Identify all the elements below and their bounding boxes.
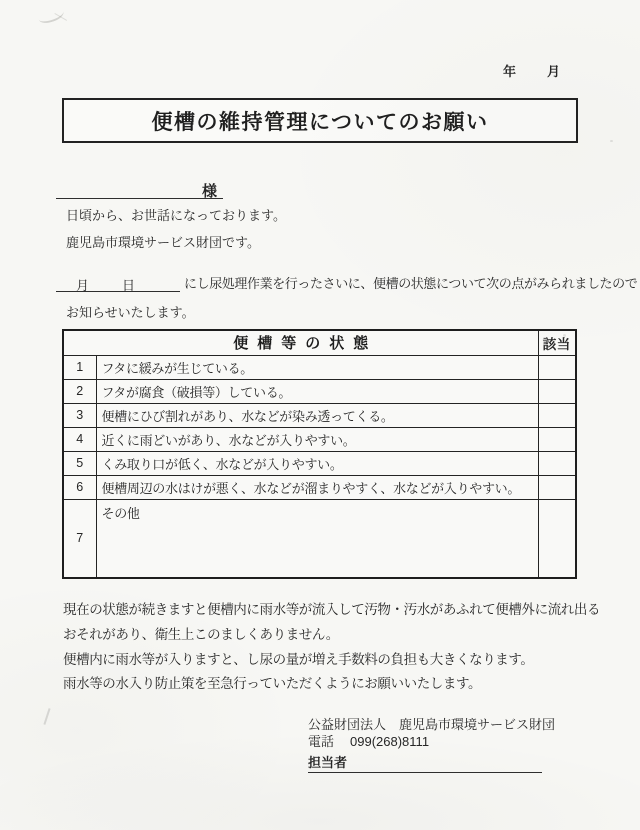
row-number: 5 [63,451,96,475]
table-row [63,403,576,427]
recipient-blank-line [56,180,223,199]
year-label: 年 [503,64,518,79]
contact-person-blank-line [308,752,542,773]
applicable-checkbox-cell [538,379,576,403]
date-blank-line [503,61,561,80]
table-row [63,379,576,403]
tank-condition-table [62,329,577,579]
footer-block [308,716,555,750]
table-header-row [63,330,576,355]
condition-text: フタが腐食（破損等）している。 [96,379,538,403]
notice-line: 雨水等の水入り防止策を至急行っていただくようにお願いいたします。 [63,676,482,692]
notice-line: おそれがあり、衛生上このましくありません。 [63,626,339,642]
table-row [63,499,576,578]
table-row [63,475,576,499]
day-label: 日 [122,278,136,293]
scan-speck [610,140,613,142]
table-row [63,451,576,475]
table-row [63,427,576,451]
condition-text: 便槽周辺の水はけが悪く、水などが溜まりやすく、水などが入りやすい。 [96,475,538,499]
intro-text: にし尿処理作業を行ったさいに、便槽の状態について次の点がみられましたので [184,276,638,291]
scan-artifact-mark [51,13,67,27]
condition-text: 近くに雨どいがあり、水などが入りやすい。 [96,427,538,451]
recipient-suffix-label: 様 [201,183,217,200]
applicable-checkbox-cell [538,427,576,451]
row-number: 2 [63,379,96,403]
condition-text: くみ取り口が低く、水などが入りやすい。 [96,451,538,475]
month-label: 月 [547,64,562,79]
phone-line [308,733,555,750]
notice-line: 現在の状態が続きますと便槽内に雨水等が流入して汚物・汚水があふれて便槽外に流れ出る [63,602,601,617]
greeting-paragraph [66,203,286,256]
phone-number: 099(268)8111 [350,734,430,749]
row-number: 6 [63,475,96,499]
notice-paragraph [63,598,601,697]
row-number: 7 [63,499,96,578]
condition-text: その他 [96,499,538,578]
intro-line: お知らせいたします。 [66,305,195,320]
document-title: 便槽の維持管理についてのお願い [151,110,489,134]
document-title-box [62,98,578,143]
organization-name: 公益財団法人 鹿児島市環境サービス財団 [308,717,556,732]
condition-column-header: 便槽等の状態 [63,330,538,355]
applicable-checkbox-cell [538,451,576,475]
row-number: 4 [63,427,96,451]
intro-line [56,273,637,292]
intro-paragraph [56,273,637,321]
condition-text: 便槽にひび割れがあり、水などが染み透ってくる。 [96,403,538,427]
month-day-blank-underline [56,275,180,292]
condition-text: フタに緩みが生じている。 [96,355,538,379]
table-row [63,355,576,379]
month-label: 月 [76,278,90,293]
applicable-checkbox-cell [538,475,576,499]
applicable-column-header: 該当 [538,330,576,355]
greeting-line: 日頃から、お世話になっております。 [66,208,286,223]
notice-line: 便槽内に雨水等が入りますと、し尿の量が増え手数料の負担も大きくなります。 [63,651,534,667]
contact-person-label: 担当者 [308,755,348,770]
scan-artifact-mark [43,708,50,725]
applicable-checkbox-cell [538,355,576,379]
row-number: 1 [63,355,96,379]
greeting-line: 鹿児島市環境サービス財団です。 [66,234,260,250]
phone-label: 電話 [308,734,335,749]
applicable-checkbox-cell [538,499,576,578]
row-number: 3 [63,403,96,427]
applicable-checkbox-cell [538,403,576,427]
